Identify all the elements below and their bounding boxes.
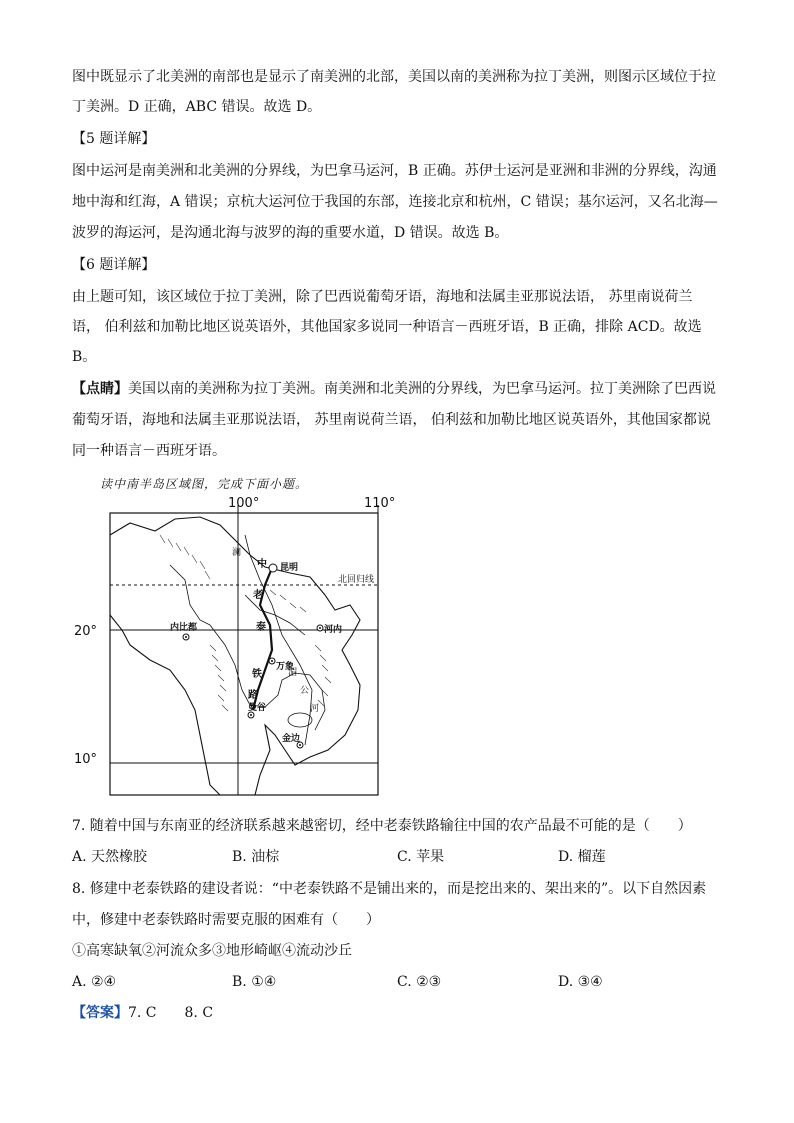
river-char-lan: 澜 xyxy=(232,548,242,558)
map-frame xyxy=(110,513,378,795)
river-char-gong: 公 xyxy=(300,686,310,696)
para-5-line-2: 地中海和红海，A 错误；京杭大运河位于我国的东部，连接北京和杭州，C 错误；基尔运河，又名北海— xyxy=(72,194,718,210)
q8-stem-line-1: 8. 修建中老泰铁路的建设者说：“中老泰铁路不是铺出来的，而是挖出来的、架出来的”。以下自然因素 xyxy=(72,881,707,897)
para-5-line-3: 波罗的海运河，是沟通北海与波罗的海的重要水道，D 错误。故选 B。 xyxy=(72,225,509,241)
city-label-bangkok: 曼谷 xyxy=(248,703,267,713)
para-1-line-1: 图中既显示了北美洲的南部也是显示了南美洲的北部，美国以南的美洲称为拉丁美洲，则图示区域位于拉 xyxy=(72,69,716,85)
city-label-phnompenh: 金边 xyxy=(282,734,301,744)
para-5-line-1: 图中运河是南美洲和北美洲的分界线，为巴拿马运河，B 正确。苏伊士运河是亚洲和非洲的分界线，沟通 xyxy=(72,163,717,179)
para-6-line-1: 由上题可知，该区域位于拉丁美洲，除了巴西说葡萄牙语，海地和法属圭亚那说法语， 苏里南说荷兰 xyxy=(72,289,693,305)
railway-char-4: 铁 xyxy=(252,669,262,680)
tip-label: 【点睛】 xyxy=(72,381,128,397)
q7-stem: 7. 随着中国与东南亚的经济联系越来越密切，经中老泰铁路输往中国的农产品最不可能的是（ ） xyxy=(72,818,692,834)
q7-option-a[interactable]: A. 天然橡胶 xyxy=(72,849,148,865)
indochina-map xyxy=(60,495,396,805)
para-1-line-2: 丁美洲。D 正确，ABC 错误。故选 D。 xyxy=(72,99,322,115)
q7-option-b[interactable]: B. 油棕 xyxy=(232,849,280,865)
q8-option-d[interactable]: D. ③④ xyxy=(558,974,603,990)
para-6-line-3: B。 xyxy=(72,349,97,365)
q8-choices: ①高寒缺氧②河流众多③地形崎岖④流动沙丘 xyxy=(72,943,352,959)
para-6-line-2: 语， 伯利兹和加勒比地区说英语外，其他国家多说同一种语言－西班牙语，B 正确，排除 ACD。故选 xyxy=(72,319,702,335)
city-label-vientiane: 万象 xyxy=(276,662,295,672)
lon-label-100: 100° xyxy=(228,496,260,511)
railway-char-3: 泰 xyxy=(256,622,266,633)
coastline-east xyxy=(110,517,360,795)
tip-line-2: 葡萄牙语，海地和法属圭亚那说法语， 苏里南说荷兰语， 伯利兹和加勒比地区说英语外，其他国家都说 xyxy=(72,412,711,428)
lat-label-20: 20° xyxy=(74,624,98,639)
coastline-west xyxy=(110,615,220,795)
mekong-river xyxy=(245,535,312,745)
tip-text-1: 美国以南的美洲称为拉丁美洲。南美洲和北美洲的分界线，为巴拿马运河。拉丁美洲除了巴西说 xyxy=(128,381,716,397)
railway-char-1: 中 xyxy=(257,559,267,570)
q8-option-c[interactable]: C. ②③ xyxy=(397,974,442,990)
q8-stem-line-2: 中，修建中老泰铁路时需要克服的困难有（ ） xyxy=(72,912,380,928)
city-marker-kunming xyxy=(269,564,277,572)
river-char-he: 河 xyxy=(310,704,320,714)
heading-q6: 【6 题详解】 xyxy=(72,257,156,273)
city-label-naypyidaw: 内比都 xyxy=(170,623,198,633)
answer-text: 7. C 8. C xyxy=(128,1005,214,1021)
tropic-label: 北回归线 xyxy=(338,575,375,585)
lon-label-110: 110° xyxy=(364,496,396,511)
q8-option-b[interactable]: B. ①④ xyxy=(232,974,277,990)
railway-char-2: 老 xyxy=(253,590,263,601)
railway-char-5: 路 xyxy=(248,690,258,701)
city-label-hanoi: 河内 xyxy=(324,625,343,635)
tip-line-1 xyxy=(72,380,716,398)
answer-line xyxy=(72,1004,213,1022)
q8-option-a[interactable]: A. ②④ xyxy=(72,974,117,990)
lat-label-10: 10° xyxy=(74,752,98,767)
city-label-kunming: 昆明 xyxy=(280,563,299,573)
heading-q5: 【5 题详解】 xyxy=(72,131,156,147)
tip-line-3: 同一种语言－西班牙语。 xyxy=(72,443,226,459)
q7-option-d[interactable]: D. 榴莲 xyxy=(558,849,606,865)
river-char-mei: 湄 xyxy=(288,668,298,678)
answer-label: 【答案】 xyxy=(72,1005,128,1021)
map-caption: 读中南半岛区域图，完成下面小题。 xyxy=(100,477,309,491)
q7-option-c[interactable]: C. 苹果 xyxy=(397,849,445,865)
